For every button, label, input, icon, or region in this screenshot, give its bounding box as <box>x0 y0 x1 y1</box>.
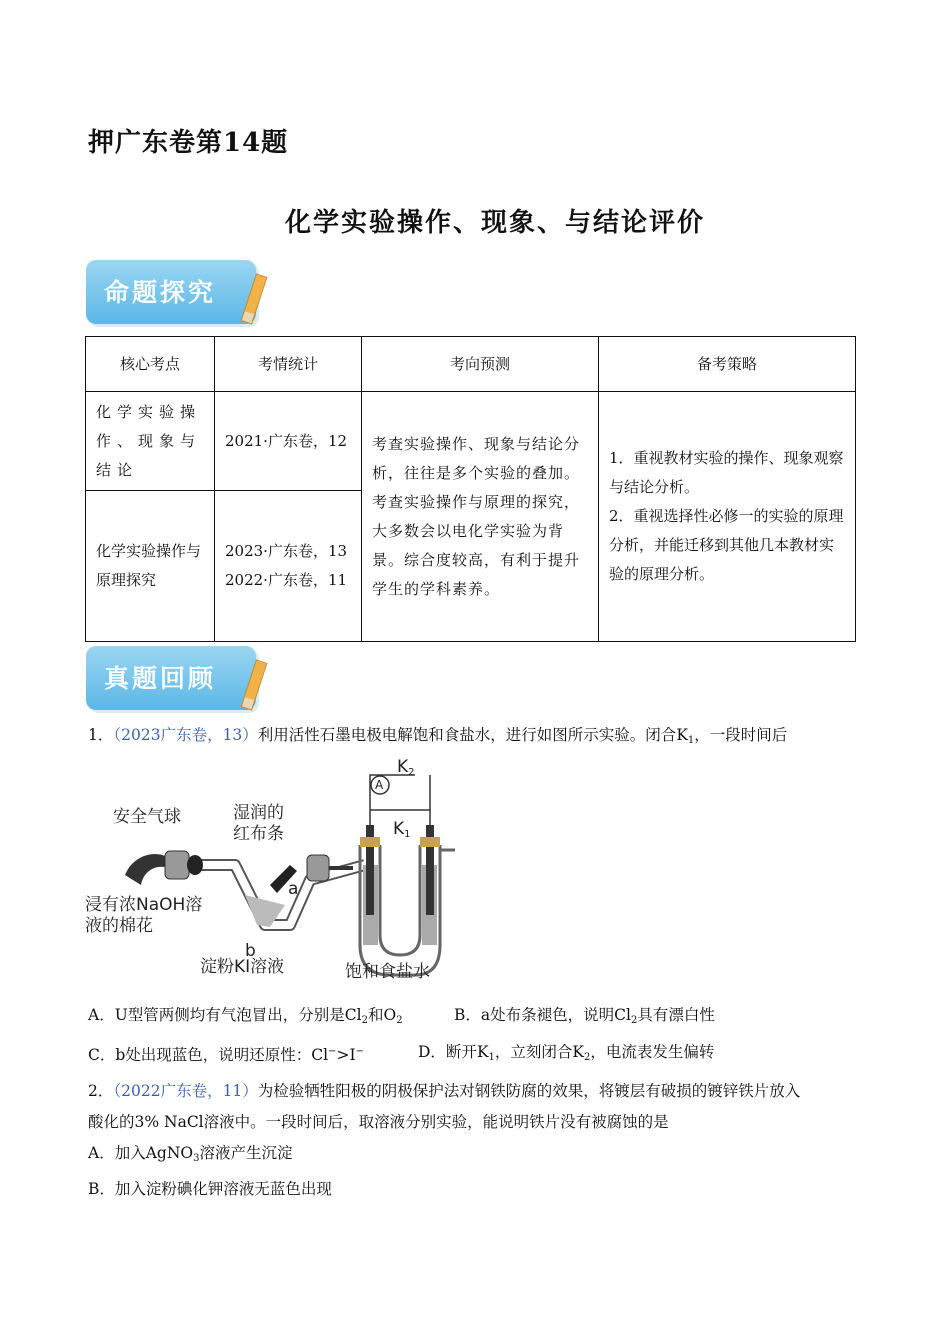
option-1a: A．U型管两侧均有气泡冒出，分别是$Cl_2$和$O_2$ <box>88 1006 403 1026</box>
label-safety-ball: 安全气球 <box>113 807 181 827</box>
strategy-1: 1．重视教材实验的操作、现象观察与结论分析。 <box>609 449 844 496</box>
label-b: b <box>245 941 256 961</box>
label-ammeter: A <box>375 778 384 792</box>
question-1-stem <box>88 724 787 752</box>
question-2-stem: 2．（2022广东卷，11）为检验牺牲阳极的阴极保护法对钢铁防腐的效果，将镀层有破损的镀锌铁片放入 酸化的3% NaCl溶液中。一段时间后，取溶液分别实验，能说明铁片没有被腐蚀的是 <box>88 1082 801 1131</box>
question-text-end: ，一段时间后 <box>694 726 788 744</box>
stat-line: 2022·广东卷，11 <box>225 571 348 589</box>
table-cell: 2021·广东卷，12 <box>215 392 362 491</box>
pencil-icon <box>241 659 268 710</box>
label-a: a <box>288 879 299 899</box>
label-k1: $K_1$ <box>393 819 411 840</box>
stopper-right <box>307 855 329 881</box>
experiment-figure <box>85 755 455 985</box>
badge-review <box>86 646 256 710</box>
label-k2: $K_2$ <box>397 757 415 778</box>
option-1b: B．a处布条褪色，说明$Cl_2$具有漂白性 <box>454 1006 715 1026</box>
question-number: 1． <box>88 726 114 744</box>
stopper-left <box>165 851 189 879</box>
table-cell: 化学实验操作与原理探究 <box>86 491 215 642</box>
strategy-cell <box>599 392 856 642</box>
option-2a: A．加入AgNO$_3$溶液产生沉淀 <box>88 1144 293 1164</box>
forecast-2: 考查实验操作与原理的探究，大多数会以电化学实验为背景。综合度较高，有利于提升学生的学科素养。 <box>372 492 581 598</box>
page-subtitle: 化学实验操作、现象、与结论评价 <box>284 208 705 238</box>
balloon-icon <box>125 854 167 885</box>
question-source: （2022广东卷，11） <box>113 1082 258 1100</box>
label-brine: 饱和食盐水 <box>345 962 430 982</box>
table-header: 备考策略 <box>599 337 856 392</box>
badge-review-label: 真题回顾 <box>104 664 217 693</box>
page-title: 押广东卷第14题 <box>88 128 289 158</box>
question-number: 2． <box>88 1082 114 1100</box>
label-cotton: 浸有浓NaOH溶液的棉花 <box>85 895 203 936</box>
cotton <box>187 855 203 875</box>
label-wet-cloth: 湿润的红布条 <box>233 803 284 844</box>
forecast-cell <box>362 392 599 642</box>
option-2b: B．加入淀粉碘化钾溶液无蓝色出现 <box>88 1180 332 1198</box>
label-starch: 淀粉KI溶液 <box>200 957 285 977</box>
question-source: （2023广东卷，13） <box>113 726 258 744</box>
table-header: 考向预测 <box>362 337 599 392</box>
option-1c: C．b处出现蓝色，说明还原性：Cl−>I− <box>88 1046 365 1064</box>
table-row <box>86 392 856 491</box>
k1-symbol: K <box>676 726 688 744</box>
question-text: 利用活性石墨电极电解饱和食盐水，进行如图所示实验。闭合 <box>257 726 677 744</box>
exam-table <box>85 336 856 642</box>
badge-explore <box>86 260 256 324</box>
apparatus-diagram <box>85 755 455 985</box>
k1-sub: 1 <box>687 735 695 746</box>
table-cell: 化学实验操作、现象与结论 <box>86 392 215 491</box>
forecast-1: 考查实验操作、现象与结论分析，往往是多个实验的叠加。 <box>372 434 581 482</box>
table-header-row <box>86 337 856 392</box>
badge-explore-label: 命题探究 <box>104 278 217 307</box>
strategy-2: 2．重视选择性必修一的实验的原理分析，并能迁移到其他几本教材实验的原理分析。 <box>609 507 844 583</box>
pencil-icon <box>241 273 268 324</box>
stat-line: 2023·广东卷，13 <box>225 542 348 560</box>
table-header: 考情统计 <box>215 337 362 392</box>
option-1d: D．断开$K_1$，立刻闭合$K_2$，电流表发生偏转 <box>418 1043 715 1063</box>
table-cell <box>215 491 362 642</box>
table-header: 核心考点 <box>86 337 215 392</box>
